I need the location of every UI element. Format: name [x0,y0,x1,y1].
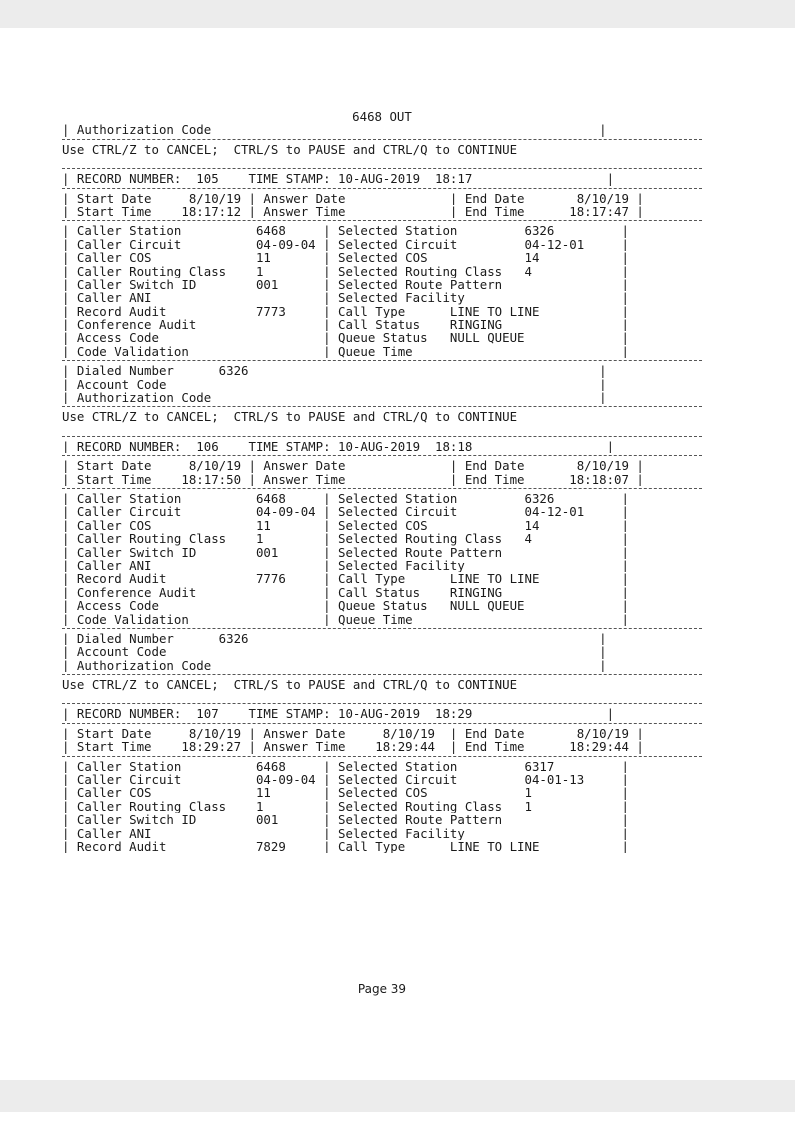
control-message: Use CTRL/Z to CANCEL; CTRL/S to PAUSE and CTRL/Q to CONTINUE [62,678,518,692]
detail-line: | Caller Circuit 04-09-04 | Selected Circuit 04-12-01 | [62,237,629,252]
divider [62,406,702,407]
divider [62,168,702,169]
divider [62,703,702,704]
dialed-number-line: | Dialed Number 6326 | [62,364,607,378]
scan-bottom-band [0,1080,795,1112]
record-block-106 [62,440,702,672]
detail-line: | Record Audit 7773 | Call Type LINE TO LINE | [62,304,629,319]
detail-line: | Caller Station 6468 | Selected Station 6326 | [62,224,629,238]
detail-line: | Caller Routing Class 1 | Selected Routing Class 4 | [62,264,629,278]
record-header: | RECORD NUMBER: 106 TIME STAMP: 10-AUG-2019 18:18 | [62,439,615,454]
authorization-code-line: | Authorization Code | [62,391,607,405]
divider [62,756,702,757]
divider [62,436,702,437]
detail-line: | Caller Circuit 04-09-04 | Selected Circuit 04-01-13 | [62,773,629,787]
detail-line: | Caller Switch ID 001 | Selected Route Pattern | [62,545,629,559]
detail-line: | Caller Station 6468 | Selected Station 6326 | [62,491,629,506]
record-block-107 [62,707,702,853]
scan-top-band [0,0,795,28]
account-code-line: | Account Code | [62,377,607,392]
detail-line: | Code Validation | Queue Time | [62,344,629,359]
record-block-105 [62,172,702,404]
control-message: Use CTRL/Z to CANCEL; CTRL/S to PAUSE and CTRL/Q to CONTINUE [62,410,518,424]
control-message: Use CTRL/Z to CANCEL; CTRL/S to PAUSE and CTRL/Q to CONTINUE [62,142,518,157]
detail-line: | Caller Station 6468 | Selected Station 6317 | [62,759,629,774]
document-page [62,110,702,996]
page-number: Page 39 [357,982,407,996]
start-date-line: | Start Date 8/10/19 | Answer Date 8/10/19 | End Date 8/10/19 | [62,726,644,741]
dialed-number-line: | Dialed Number 6326 | [62,631,607,646]
detail-line: | Code Validation | Queue Time | [62,612,629,626]
detail-line: | Access Code | Queue Status NULL QUEUE | [62,599,629,613]
divider [62,455,702,456]
start-date-line: | Start Date 8/10/19 | Answer Date | End Date 8/10/19 | [62,459,644,473]
divider [62,220,702,221]
start-time-line: | Start Time 18:17:50 | Answer Time | End Time 18:18:07 | [62,472,644,486]
divider [62,723,702,724]
divider [62,628,702,629]
detail-line: | Caller ANI | Selected Facility | [62,291,629,305]
detail-line: | Caller COS 11 | Selected COS 14 | [62,251,629,265]
detail-line: | Access Code | Queue Status NULL QUEUE | [62,331,629,345]
divider [62,188,702,189]
account-code-line: | Account Code | [62,645,607,659]
detail-line: | Caller Circuit 04-09-04 | Selected Circuit 04-12-01 | [62,505,629,519]
detail-line: | Conference Audit | Call Status RINGING | [62,585,629,600]
detail-line: | Caller Routing Class 1 | Selected Routing Class 4 | [62,532,629,546]
detail-line: | Conference Audit | Call Status RINGING | [62,318,629,332]
divider [62,360,702,361]
start-time-line: | Start Time 18:17:12 | Answer Time | End Time 18:17:47 | [62,204,644,219]
detail-line: | Caller Routing Class 1 | Selected Routing Class 1 | [62,799,629,814]
record-header: | RECORD NUMBER: 107 TIME STAMP: 10-AUG-2019 18:29 | [62,707,615,721]
detail-line: | Caller ANI | Selected Facility | [62,558,629,573]
record-header: | RECORD NUMBER: 105 TIME STAMP: 10-AUG-2019 18:17 | [62,172,615,186]
detail-line: | Record Audit 7776 | Call Type LINE TO LINE | [62,572,629,586]
start-date-line: | Start Date 8/10/19 | Answer Date | End Date 8/10/19 | [62,191,644,205]
divider [62,674,702,675]
start-time-line: | Start Time 18:29:27 | Answer Time 18:29:44 | End Time 18:29:44 | [62,740,644,754]
detail-line: | Caller COS 11 | Selected COS 14 | [62,518,629,533]
authorization-code-line: | Authorization Code | [62,658,607,673]
authorization-line: | Authorization Code | [62,123,607,137]
top-label: 6468 OUT [352,110,412,124]
divider [62,488,702,489]
detail-line: | Caller ANI | Selected Facility | [62,826,629,840]
detail-line: | Caller Switch ID 001 | Selected Route Pattern | [62,813,629,827]
detail-line: | Caller Switch ID 001 | Selected Route Pattern | [62,277,629,292]
detail-line: | Caller COS 11 | Selected COS 1 | [62,786,629,800]
divider [62,139,702,140]
detail-line: | Record Audit 7829 | Call Type LINE TO LINE | [62,839,629,854]
